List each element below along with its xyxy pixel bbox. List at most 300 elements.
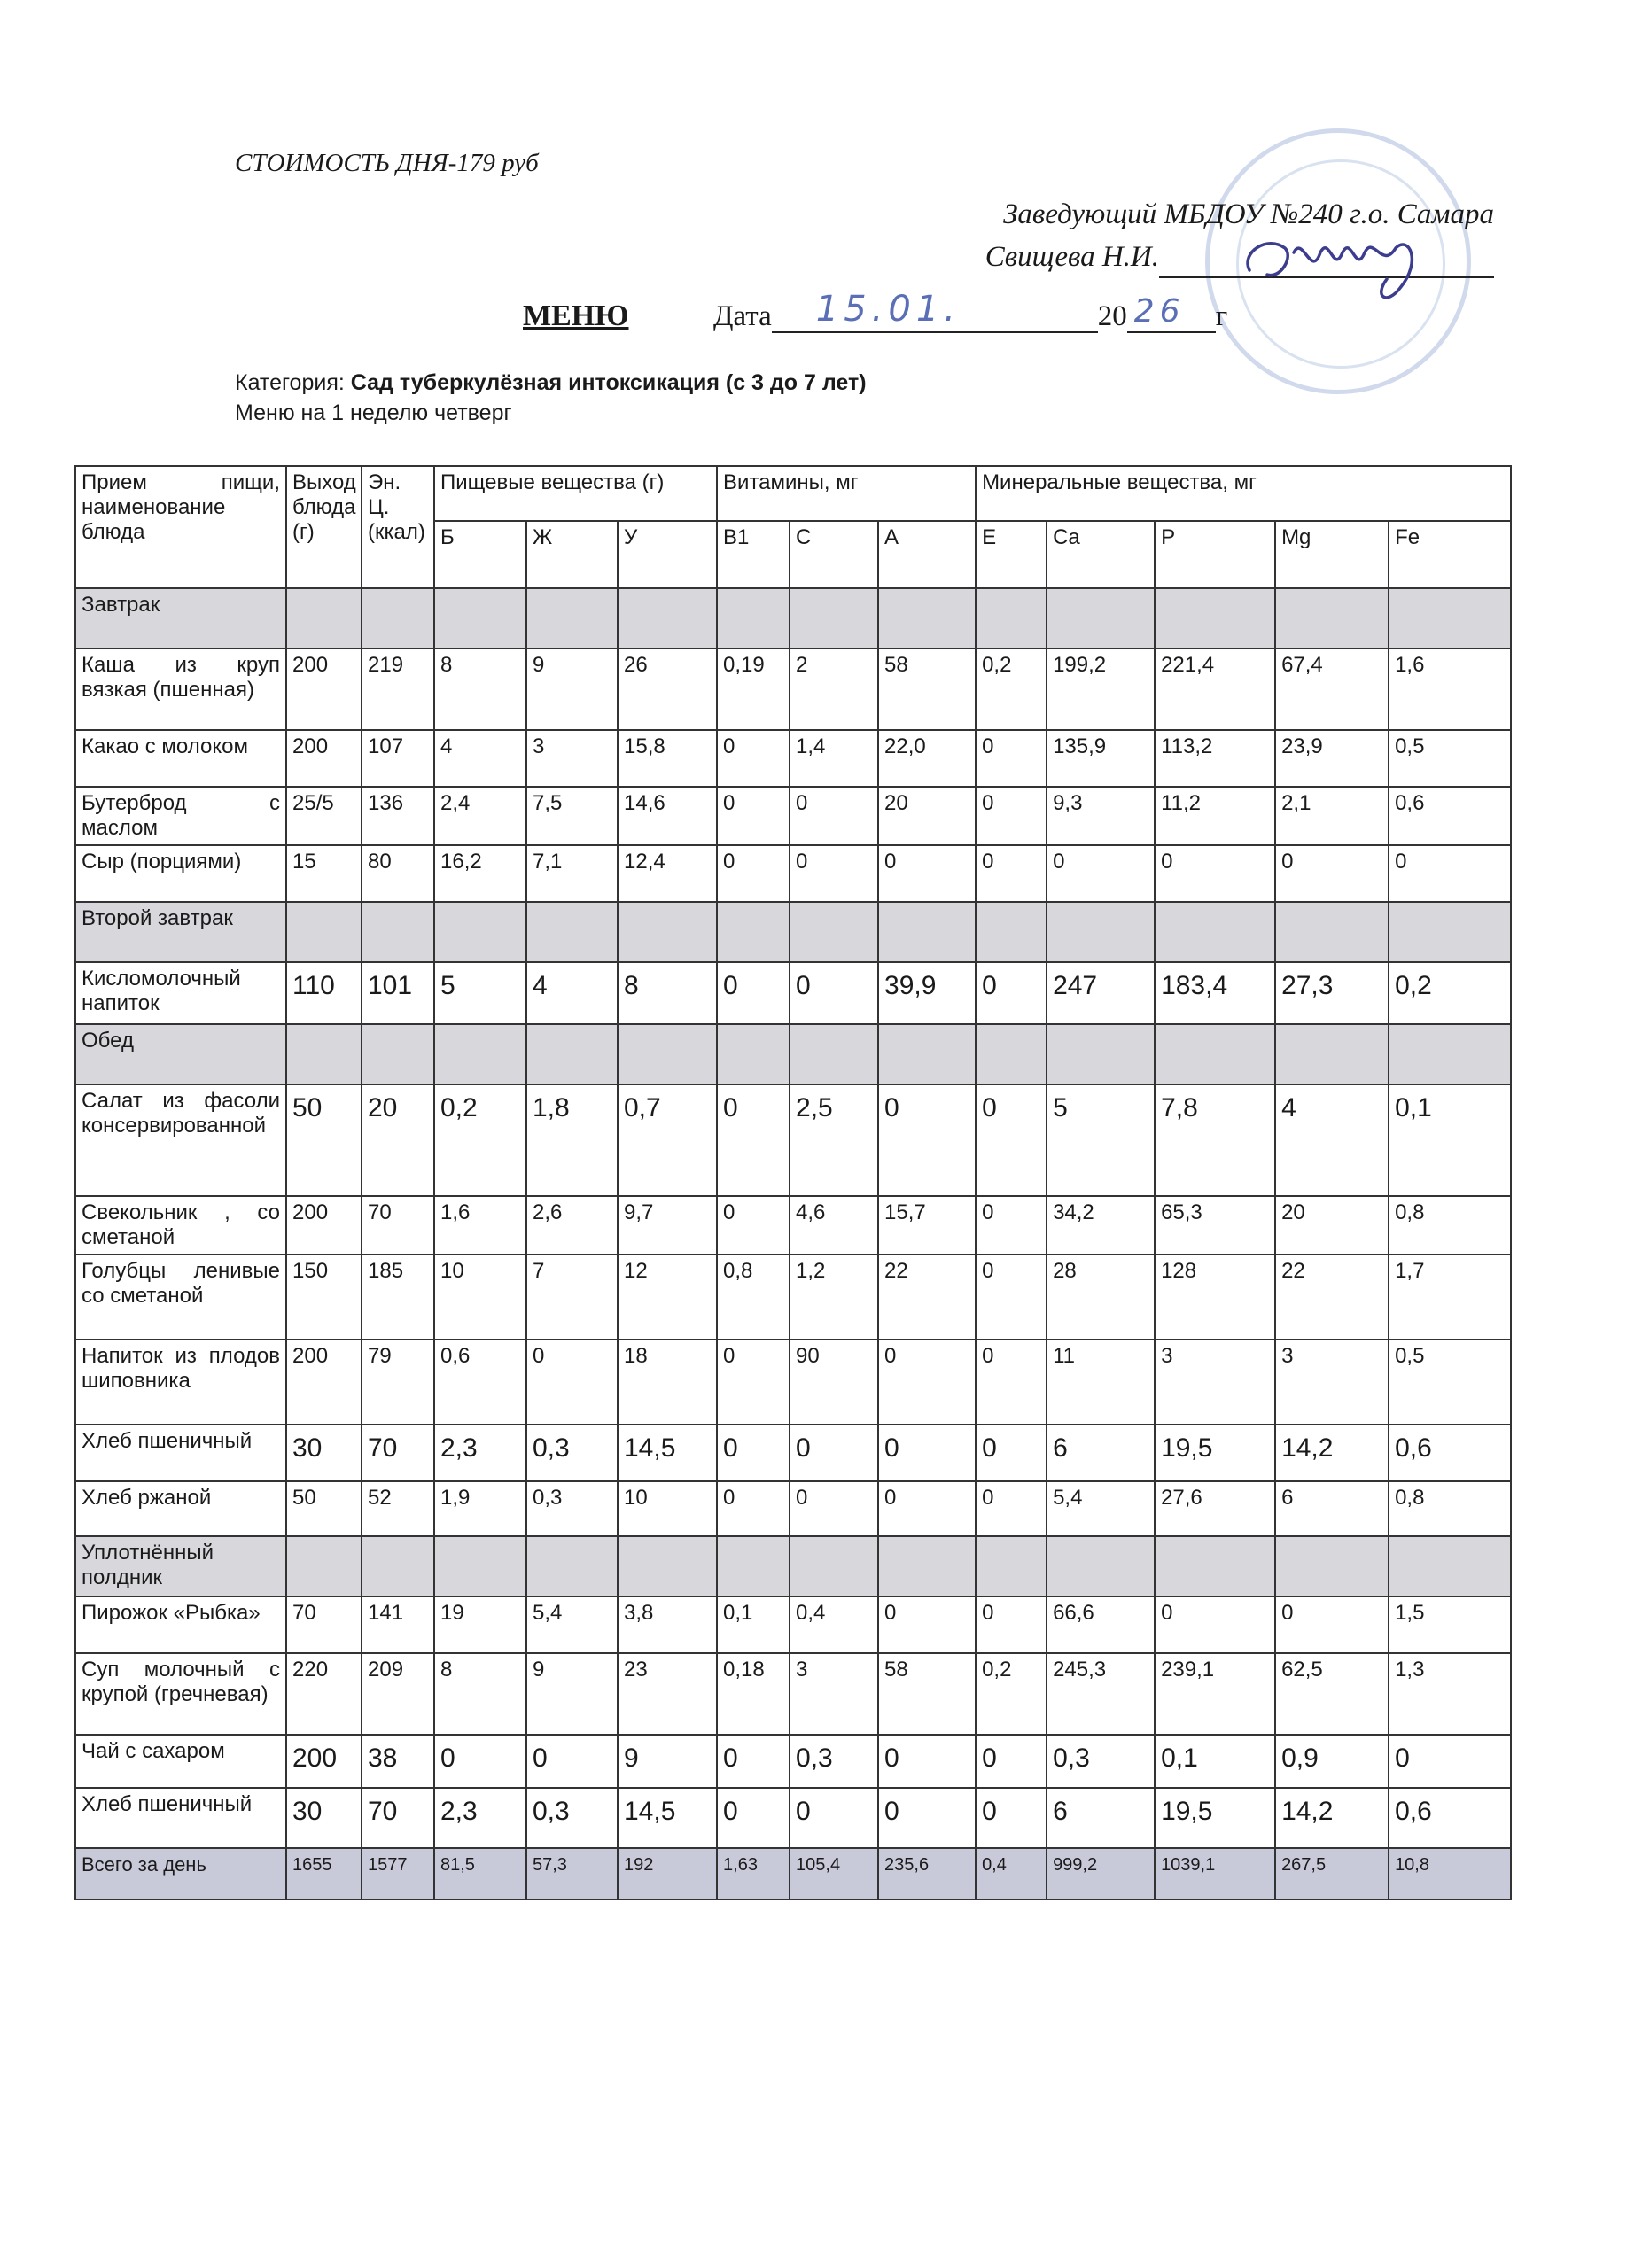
value-cell: 0 bbox=[717, 1084, 790, 1196]
value-cell: 0 bbox=[976, 1735, 1047, 1788]
dish-name: Салат из фасоли консервированной bbox=[75, 1084, 286, 1196]
total-value: 999,2 bbox=[1047, 1848, 1155, 1899]
section-cell bbox=[717, 1536, 790, 1596]
value-cell: 0 bbox=[790, 787, 878, 845]
dish-name: Пирожок «Рыбка» bbox=[75, 1596, 286, 1653]
subheader-cell: P bbox=[1155, 521, 1275, 588]
header-name: Прием пищи, наименование блюда bbox=[75, 466, 286, 588]
value-cell: 0 bbox=[976, 1788, 1047, 1848]
section-cell bbox=[878, 902, 976, 962]
section-cell bbox=[286, 1536, 362, 1596]
total-value: 235,6 bbox=[878, 1848, 976, 1899]
value-cell: 27,6 bbox=[1155, 1481, 1275, 1536]
section-cell bbox=[362, 1024, 434, 1084]
value-cell: 9,3 bbox=[1047, 787, 1155, 845]
value-cell: 70 bbox=[362, 1788, 434, 1848]
value-cell: 23 bbox=[618, 1653, 717, 1735]
header-vitamins: Витамины, мг bbox=[717, 466, 976, 521]
value-cell: 0 bbox=[717, 845, 790, 902]
value-cell: 0,8 bbox=[717, 1254, 790, 1340]
value-cell: 0 bbox=[526, 1735, 618, 1788]
value-cell: 0 bbox=[878, 1425, 976, 1481]
value-cell: 4 bbox=[1275, 1084, 1389, 1196]
value-cell: 0,8 bbox=[1389, 1196, 1511, 1254]
value-cell: 0,6 bbox=[434, 1340, 526, 1425]
value-cell: 19,5 bbox=[1155, 1788, 1275, 1848]
value-cell: 9 bbox=[526, 1653, 618, 1735]
dish-name: Хлеб ржаной bbox=[75, 1481, 286, 1536]
value-cell: 200 bbox=[286, 730, 362, 787]
value-cell: 12,4 bbox=[618, 845, 717, 902]
section-cell bbox=[790, 902, 878, 962]
value-cell: 58 bbox=[878, 649, 976, 730]
value-cell: 0 bbox=[976, 1425, 1047, 1481]
section-cell bbox=[618, 588, 717, 649]
value-cell: 0 bbox=[976, 845, 1047, 902]
section-cell bbox=[286, 1024, 362, 1084]
value-cell: 0 bbox=[717, 1340, 790, 1425]
header-energy: Эн. Ц.(ккал) bbox=[362, 466, 434, 588]
section-cell bbox=[286, 588, 362, 649]
value-cell: 0,6 bbox=[1389, 1425, 1511, 1481]
value-cell: 0 bbox=[717, 962, 790, 1024]
value-cell: 0 bbox=[878, 845, 976, 902]
total-value: 10,8 bbox=[1389, 1848, 1511, 1899]
value-cell: 0,5 bbox=[1389, 1340, 1511, 1425]
subheader-cell: Б bbox=[434, 521, 526, 588]
table-row bbox=[75, 730, 1511, 787]
value-cell: 0,6 bbox=[1389, 1788, 1511, 1848]
section-cell bbox=[1389, 588, 1511, 649]
value-cell: 0 bbox=[790, 1481, 878, 1536]
section-cell bbox=[1155, 1536, 1275, 1596]
section-cell bbox=[790, 1536, 878, 1596]
category-line bbox=[235, 370, 867, 396]
dish-name: Сыр (порциями) bbox=[75, 845, 286, 902]
value-cell: 19 bbox=[434, 1596, 526, 1653]
value-cell: 247 bbox=[1047, 962, 1155, 1024]
value-cell: 245,3 bbox=[1047, 1653, 1155, 1735]
value-cell: 0,2 bbox=[1389, 962, 1511, 1024]
value-cell: 0 bbox=[790, 1425, 878, 1481]
value-cell: 1,7 bbox=[1389, 1254, 1511, 1340]
value-cell: 15,8 bbox=[618, 730, 717, 787]
value-cell: 2,3 bbox=[434, 1425, 526, 1481]
value-cell: 8 bbox=[434, 1653, 526, 1735]
value-cell: 0,2 bbox=[976, 1653, 1047, 1735]
value-cell: 14,2 bbox=[1275, 1788, 1389, 1848]
value-cell: 52 bbox=[362, 1481, 434, 1536]
value-cell: 0 bbox=[976, 1196, 1047, 1254]
director-name: Свищева Н.И. bbox=[985, 241, 1159, 273]
section-cell bbox=[434, 1024, 526, 1084]
section-cell bbox=[618, 1536, 717, 1596]
value-cell: 9,7 bbox=[618, 1196, 717, 1254]
total-value: 267,5 bbox=[1275, 1848, 1389, 1899]
value-cell: 6 bbox=[1047, 1425, 1155, 1481]
table-row bbox=[75, 845, 1511, 902]
subheader-cell: A bbox=[878, 521, 976, 588]
date-line bbox=[713, 289, 1228, 333]
value-cell: 221,4 bbox=[1155, 649, 1275, 730]
value-cell: 80 bbox=[362, 845, 434, 902]
value-cell: 0 bbox=[434, 1735, 526, 1788]
value-cell: 18 bbox=[618, 1340, 717, 1425]
total-value: 81,5 bbox=[434, 1848, 526, 1899]
value-cell: 7,1 bbox=[526, 845, 618, 902]
value-cell: 0,3 bbox=[790, 1735, 878, 1788]
value-cell: 107 bbox=[362, 730, 434, 787]
section-cell bbox=[1389, 1024, 1511, 1084]
section-cell bbox=[717, 1024, 790, 1084]
value-cell: 0,1 bbox=[717, 1596, 790, 1653]
dish-name: Какао с молоком bbox=[75, 730, 286, 787]
value-cell: 0,7 bbox=[618, 1084, 717, 1196]
year-unit: г bbox=[1215, 300, 1228, 332]
value-cell: 0,8 bbox=[1389, 1481, 1511, 1536]
table-row bbox=[75, 787, 1511, 845]
value-cell: 14,5 bbox=[618, 1425, 717, 1481]
value-cell: 6 bbox=[1275, 1481, 1389, 1536]
value-cell: 0 bbox=[878, 1735, 976, 1788]
value-cell: 6 bbox=[1047, 1788, 1155, 1848]
section-cell bbox=[1389, 902, 1511, 962]
value-cell: 2 bbox=[790, 649, 878, 730]
dish-name: Хлеб пшеничный bbox=[75, 1425, 286, 1481]
section-row-lunch bbox=[75, 1024, 1511, 1084]
value-cell: 1,8 bbox=[526, 1084, 618, 1196]
value-cell: 0,3 bbox=[1047, 1735, 1155, 1788]
subheader-cell: Ca bbox=[1047, 521, 1155, 588]
category-label: Категория: bbox=[235, 370, 345, 395]
section-cell bbox=[362, 588, 434, 649]
value-cell: 8 bbox=[434, 649, 526, 730]
value-cell: 22 bbox=[1275, 1254, 1389, 1340]
handwritten-signature bbox=[1232, 217, 1444, 315]
value-cell: 0 bbox=[976, 1084, 1047, 1196]
section-cell bbox=[878, 1024, 976, 1084]
section-cell bbox=[878, 588, 976, 649]
value-cell: 0 bbox=[790, 1788, 878, 1848]
value-cell: 150 bbox=[286, 1254, 362, 1340]
value-cell: 66,6 bbox=[1047, 1596, 1155, 1653]
value-cell: 12 bbox=[618, 1254, 717, 1340]
value-cell: 4 bbox=[434, 730, 526, 787]
section-cell bbox=[1155, 1024, 1275, 1084]
value-cell: 110 bbox=[286, 962, 362, 1024]
value-cell: 0 bbox=[717, 787, 790, 845]
value-cell: 4,6 bbox=[790, 1196, 878, 1254]
table-row bbox=[75, 962, 1511, 1024]
table-row bbox=[75, 1084, 1511, 1196]
value-cell: 14,2 bbox=[1275, 1425, 1389, 1481]
section-cell bbox=[1275, 1536, 1389, 1596]
value-cell: 20 bbox=[1275, 1196, 1389, 1254]
section-cell bbox=[790, 1024, 878, 1084]
dish-name: Чай с сахаром bbox=[75, 1735, 286, 1788]
value-cell: 0 bbox=[790, 845, 878, 902]
section-row-breakfast bbox=[75, 588, 1511, 649]
value-cell: 15,7 bbox=[878, 1196, 976, 1254]
value-cell: 9 bbox=[618, 1735, 717, 1788]
section-cell bbox=[526, 1024, 618, 1084]
value-cell: 5,4 bbox=[526, 1596, 618, 1653]
value-cell: 16,2 bbox=[434, 845, 526, 902]
section-label: Завтрак bbox=[75, 588, 286, 649]
section-cell bbox=[286, 902, 362, 962]
value-cell: 20 bbox=[362, 1084, 434, 1196]
value-cell: 58 bbox=[878, 1653, 976, 1735]
value-cell: 10 bbox=[434, 1254, 526, 1340]
dish-name: Голубцы ленивые со сметаной bbox=[75, 1254, 286, 1340]
section-cell bbox=[1275, 902, 1389, 962]
value-cell: 50 bbox=[286, 1481, 362, 1536]
value-cell: 70 bbox=[286, 1596, 362, 1653]
value-cell: 11,2 bbox=[1155, 787, 1275, 845]
value-cell: 15 bbox=[286, 845, 362, 902]
value-cell: 0 bbox=[878, 1596, 976, 1653]
section-row-snack bbox=[75, 1536, 1511, 1596]
value-cell: 0 bbox=[1155, 845, 1275, 902]
section-cell bbox=[976, 588, 1047, 649]
value-cell: 0 bbox=[717, 730, 790, 787]
value-cell: 90 bbox=[790, 1340, 878, 1425]
value-cell: 141 bbox=[362, 1596, 434, 1653]
value-cell: 2,6 bbox=[526, 1196, 618, 1254]
value-cell: 0,1 bbox=[1389, 1084, 1511, 1196]
value-cell: 1,2 bbox=[790, 1254, 878, 1340]
section-cell bbox=[362, 902, 434, 962]
section-row-second-breakfast bbox=[75, 902, 1511, 962]
value-cell: 0 bbox=[717, 1425, 790, 1481]
section-cell bbox=[434, 588, 526, 649]
value-cell: 0 bbox=[976, 1254, 1047, 1340]
value-cell: 0 bbox=[878, 1084, 976, 1196]
value-cell: 7,8 bbox=[1155, 1084, 1275, 1196]
section-label: Второй завтрак bbox=[75, 902, 286, 962]
value-cell: 26 bbox=[618, 649, 717, 730]
header-yield: Выход блюда (г) bbox=[286, 466, 362, 588]
value-cell: 0 bbox=[976, 962, 1047, 1024]
total-value: 1,63 bbox=[717, 1848, 790, 1899]
header-nutrients: Пищевые вещества (г) bbox=[434, 466, 717, 521]
value-cell: 0 bbox=[976, 730, 1047, 787]
value-cell: 7 bbox=[526, 1254, 618, 1340]
value-cell: 67,4 bbox=[1275, 649, 1389, 730]
value-cell: 28 bbox=[1047, 1254, 1155, 1340]
table-row bbox=[75, 1735, 1511, 1788]
value-cell: 23,9 bbox=[1275, 730, 1389, 787]
section-cell bbox=[618, 902, 717, 962]
total-row bbox=[75, 1848, 1511, 1899]
value-cell: 0 bbox=[1047, 845, 1155, 902]
value-cell: 8 bbox=[618, 962, 717, 1024]
value-cell: 113,2 bbox=[1155, 730, 1275, 787]
total-value: 1577 bbox=[362, 1848, 434, 1899]
dish-name: Напиток из плодов шиповника bbox=[75, 1340, 286, 1425]
value-cell: 185 bbox=[362, 1254, 434, 1340]
value-cell: 0,6 bbox=[1389, 787, 1511, 845]
section-cell bbox=[1155, 902, 1275, 962]
value-cell: 2,1 bbox=[1275, 787, 1389, 845]
value-cell: 200 bbox=[286, 1340, 362, 1425]
value-cell: 38 bbox=[362, 1735, 434, 1788]
value-cell: 0,1 bbox=[1155, 1735, 1275, 1788]
section-label: Обед bbox=[75, 1024, 286, 1084]
value-cell: 0 bbox=[1389, 1735, 1511, 1788]
subheader-cell: B1 bbox=[717, 521, 790, 588]
value-cell: 0 bbox=[1275, 845, 1389, 902]
value-cell: 183,4 bbox=[1155, 962, 1275, 1024]
value-cell: 0 bbox=[790, 962, 878, 1024]
section-label: Уплотнённый полдник bbox=[75, 1536, 286, 1596]
total-value: 1039,1 bbox=[1155, 1848, 1275, 1899]
dish-name: Кисломолочный напиток bbox=[75, 962, 286, 1024]
table-row bbox=[75, 1340, 1511, 1425]
value-cell: 219 bbox=[362, 649, 434, 730]
category-value: Сад туберкулёзная интоксикация (с 3 до 7 лет) bbox=[350, 370, 867, 395]
section-cell bbox=[434, 1536, 526, 1596]
value-cell: 3 bbox=[526, 730, 618, 787]
section-cell bbox=[1155, 588, 1275, 649]
day-cost: СТОИМОСТЬ ДНЯ-179 руб bbox=[235, 149, 539, 177]
table-row bbox=[75, 1481, 1511, 1536]
value-cell: 200 bbox=[286, 1735, 362, 1788]
subheader-cell: Ж bbox=[526, 521, 618, 588]
section-cell bbox=[1275, 1024, 1389, 1084]
total-label: Всего за день bbox=[75, 1848, 286, 1899]
value-cell: 39,9 bbox=[878, 962, 976, 1024]
table-row bbox=[75, 1254, 1511, 1340]
value-cell: 3 bbox=[790, 1653, 878, 1735]
value-cell: 14,5 bbox=[618, 1788, 717, 1848]
value-cell: 239,1 bbox=[1155, 1653, 1275, 1735]
value-cell: 1,5 bbox=[1389, 1596, 1511, 1653]
value-cell: 11 bbox=[1047, 1340, 1155, 1425]
value-cell: 9 bbox=[526, 649, 618, 730]
value-cell: 0 bbox=[976, 787, 1047, 845]
section-cell bbox=[976, 902, 1047, 962]
director-title: Заведующий МБДОУ №240 г.о. Самара bbox=[1003, 198, 1494, 230]
value-cell: 0 bbox=[526, 1340, 618, 1425]
value-cell: 0 bbox=[717, 1735, 790, 1788]
value-cell: 199,2 bbox=[1047, 649, 1155, 730]
value-cell: 62,5 bbox=[1275, 1653, 1389, 1735]
value-cell: 0,3 bbox=[526, 1425, 618, 1481]
value-cell: 5,4 bbox=[1047, 1481, 1155, 1536]
value-cell: 79 bbox=[362, 1340, 434, 1425]
value-cell: 0,9 bbox=[1275, 1735, 1389, 1788]
dish-name: Каша из круп вязкая (пшенная) bbox=[75, 649, 286, 730]
value-cell: 20 bbox=[878, 787, 976, 845]
value-cell: 0 bbox=[976, 1596, 1047, 1653]
value-cell: 0,3 bbox=[526, 1481, 618, 1536]
section-cell bbox=[1047, 902, 1155, 962]
value-cell: 34,2 bbox=[1047, 1196, 1155, 1254]
subheader-cell: Mg bbox=[1275, 521, 1389, 588]
value-cell: 0,2 bbox=[976, 649, 1047, 730]
value-cell: 70 bbox=[362, 1196, 434, 1254]
menu-title: МЕНЮ bbox=[523, 299, 629, 332]
value-cell: 1,4 bbox=[790, 730, 878, 787]
dish-name: Свекольник , со сметаной bbox=[75, 1196, 286, 1254]
section-cell bbox=[1389, 1536, 1511, 1596]
value-cell: 65,3 bbox=[1155, 1196, 1275, 1254]
section-cell bbox=[526, 1536, 618, 1596]
value-cell: 0 bbox=[1275, 1596, 1389, 1653]
year-suffix: 26 bbox=[1133, 293, 1186, 330]
section-cell bbox=[362, 1536, 434, 1596]
section-cell bbox=[1047, 588, 1155, 649]
value-cell: 0 bbox=[717, 1788, 790, 1848]
value-cell: 14,6 bbox=[618, 787, 717, 845]
value-cell: 7,5 bbox=[526, 787, 618, 845]
total-value: 0,4 bbox=[976, 1848, 1047, 1899]
table-row bbox=[75, 1196, 1511, 1254]
value-cell: 5 bbox=[434, 962, 526, 1024]
section-cell bbox=[790, 588, 878, 649]
value-cell: 0,18 bbox=[717, 1653, 790, 1735]
value-cell: 200 bbox=[286, 649, 362, 730]
value-cell: 3,8 bbox=[618, 1596, 717, 1653]
table-row bbox=[75, 1788, 1511, 1848]
total-value: 57,3 bbox=[526, 1848, 618, 1899]
value-cell: 135,9 bbox=[1047, 730, 1155, 787]
value-cell: 101 bbox=[362, 962, 434, 1024]
value-cell: 200 bbox=[286, 1196, 362, 1254]
value-cell: 2,3 bbox=[434, 1788, 526, 1848]
table-row bbox=[75, 1596, 1511, 1653]
value-cell: 209 bbox=[362, 1653, 434, 1735]
section-cell bbox=[1047, 1536, 1155, 1596]
dish-name: Бутерброд с маслом bbox=[75, 787, 286, 845]
subheader-cell: Fe bbox=[1389, 521, 1511, 588]
subheader-cell: У bbox=[618, 521, 717, 588]
value-cell: 19,5 bbox=[1155, 1425, 1275, 1481]
value-cell: 22,0 bbox=[878, 730, 976, 787]
table-row bbox=[75, 649, 1511, 730]
value-cell: 27,3 bbox=[1275, 962, 1389, 1024]
value-cell: 70 bbox=[362, 1425, 434, 1481]
value-cell: 4 bbox=[526, 962, 618, 1024]
value-cell: 0 bbox=[976, 1481, 1047, 1536]
table-row bbox=[75, 1425, 1511, 1481]
value-cell: 0 bbox=[1155, 1596, 1275, 1653]
value-cell: 50 bbox=[286, 1084, 362, 1196]
value-cell: 0,5 bbox=[1389, 730, 1511, 787]
value-cell: 0,3 bbox=[526, 1788, 618, 1848]
value-cell: 220 bbox=[286, 1653, 362, 1735]
section-cell bbox=[526, 902, 618, 962]
section-cell bbox=[1275, 588, 1389, 649]
subheader-cell: E bbox=[976, 521, 1047, 588]
value-cell: 128 bbox=[1155, 1254, 1275, 1340]
value-cell: 22 bbox=[878, 1254, 976, 1340]
value-cell: 25/5 bbox=[286, 787, 362, 845]
value-cell: 30 bbox=[286, 1425, 362, 1481]
section-cell bbox=[976, 1024, 1047, 1084]
section-cell bbox=[717, 588, 790, 649]
value-cell: 3 bbox=[1155, 1340, 1275, 1425]
value-cell: 0 bbox=[878, 1340, 976, 1425]
value-cell: 0 bbox=[717, 1196, 790, 1254]
value-cell: 0,19 bbox=[717, 649, 790, 730]
value-cell: 136 bbox=[362, 787, 434, 845]
date-label: Дата bbox=[713, 300, 772, 332]
total-value: 1655 bbox=[286, 1848, 362, 1899]
value-cell: 0 bbox=[1389, 845, 1511, 902]
section-cell bbox=[878, 1536, 976, 1596]
